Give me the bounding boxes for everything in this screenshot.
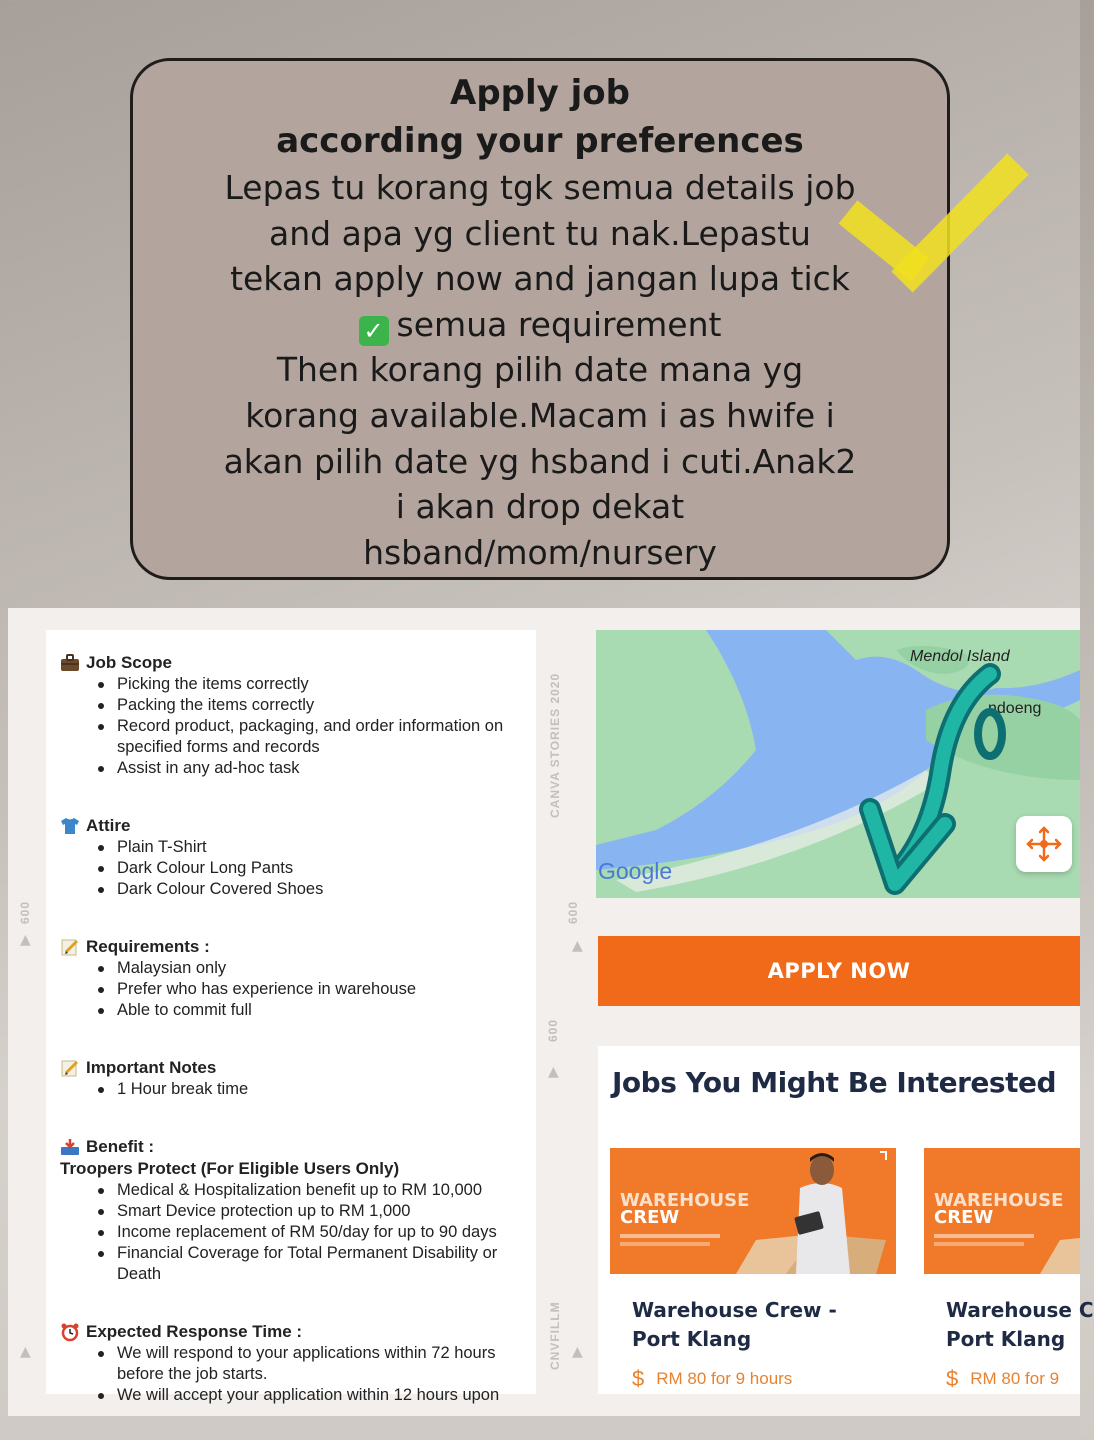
section-heading: Expected Response Time : xyxy=(86,1322,303,1341)
attire-list xyxy=(98,837,536,900)
list-item: Dark Colour Long Pants xyxy=(98,858,536,879)
job-card[interactable] xyxy=(610,1148,896,1394)
inbox-icon xyxy=(60,1138,80,1156)
list-item: Malaysian only xyxy=(98,958,536,979)
caption-title-line2: according your preferences xyxy=(276,121,804,161)
box-photo xyxy=(1040,1148,1080,1274)
caption-line: tekan apply now and jangan lupa tick xyxy=(230,259,850,299)
job-scope-list xyxy=(98,674,536,779)
watermark-arrow-icon: ▲ xyxy=(20,932,31,948)
memo-icon xyxy=(60,938,80,956)
list-item: Dark Colour Covered Shoes xyxy=(98,879,536,900)
banner-fineprint xyxy=(934,1242,1024,1246)
job-card-title: Warehouse C xyxy=(946,1298,1094,1322)
job-scope-section xyxy=(60,652,536,779)
job-card-banner xyxy=(924,1148,1080,1274)
list-item: Medical & Hospitalization benefit up to RM 10,000 xyxy=(98,1180,536,1201)
list-item: Financial Coverage for Total Permanent Disability or Death xyxy=(98,1243,536,1285)
caption-line: akan pilih date yg hsband i cuti.Anak2 xyxy=(223,441,857,481)
job-card-pay: RM 80 for 9 xyxy=(970,1369,1060,1388)
list-item: We will respond to your applications within 72 hours before the job starts. xyxy=(98,1343,536,1385)
banner-fineprint xyxy=(934,1234,1034,1238)
list-item: 1 Hour break time xyxy=(98,1079,536,1100)
watermark-600: 600 xyxy=(566,900,580,924)
watermark-arrow-icon: ▲ xyxy=(548,1064,559,1080)
map-label-partial: ndoeng xyxy=(988,700,1042,717)
caption-line-text: semua requirement xyxy=(396,304,722,344)
list-item: Picking the items correctly xyxy=(98,674,536,695)
watermark-canva-stories: CANVA STORIES 2020 xyxy=(548,672,562,818)
list-item: Prefer who has experience in warehouse xyxy=(98,979,536,1000)
section-heading: Requirements : xyxy=(86,937,210,956)
map-label-island: Mendol Island xyxy=(910,648,1010,665)
banner-text: CREW xyxy=(934,1207,994,1228)
job-card-banner xyxy=(610,1148,896,1274)
caption-title-line1: Apply job xyxy=(450,73,630,113)
dollar-icon: $ xyxy=(632,1366,645,1391)
watermark-600: 600 xyxy=(546,1018,560,1042)
list-item: Plain T-Shirt xyxy=(98,837,536,858)
memo-icon xyxy=(60,1059,80,1077)
section-heading: Job Scope xyxy=(86,653,172,672)
caption-line: Then korang pilih date mana yg xyxy=(276,350,804,390)
caption-line: korang available.Macam i as hwife i xyxy=(245,395,835,435)
apply-now-button[interactable]: APPLY NOW xyxy=(598,936,1080,1006)
list-item: Able to commit full xyxy=(98,1000,536,1021)
banner-fineprint xyxy=(620,1242,710,1246)
caption-line: Lepas tu korang tgk semua details job xyxy=(224,168,856,207)
section-heading: Benefit : xyxy=(86,1137,154,1156)
watermark-arrow-icon: ▲ xyxy=(572,938,583,954)
list-item: Assist in any ad-hoc task xyxy=(98,758,536,779)
list-item: Record product, packaging, and order information on specified forms and records xyxy=(98,716,536,758)
shirt-icon xyxy=(60,817,80,835)
caption-line: hsband/mom/nursery xyxy=(363,532,717,572)
section-heading: Important Notes xyxy=(86,1058,217,1077)
caption-box xyxy=(130,58,950,580)
benefit-section xyxy=(60,1136,536,1285)
attire-section xyxy=(60,815,536,900)
caption-line xyxy=(133,302,947,348)
banner-text: WAREHOUSE xyxy=(934,1190,1064,1211)
caption-line: i akan drop dekat xyxy=(395,487,685,527)
check-mark-emoji-icon: ✓ xyxy=(359,316,389,346)
job-card-pay: RM 80 for 9 hours xyxy=(656,1369,793,1388)
requirements-section xyxy=(60,936,536,1021)
yellow-check-icon xyxy=(842,150,1032,310)
response-list xyxy=(98,1343,536,1406)
watermark-arrow-icon: ▲ xyxy=(572,1344,583,1360)
list-item: Smart Device protection up to RM 1,000 xyxy=(98,1201,536,1222)
watermark-arrow-icon: ▲ xyxy=(20,1344,31,1360)
watermark-cnvfillm: CNVFILLM xyxy=(548,1301,562,1370)
banner-text: WAREHOUSE xyxy=(620,1190,750,1211)
job-card-location: Port Klang xyxy=(946,1327,1066,1351)
job-card-title: Warehouse Crew - xyxy=(632,1298,837,1322)
banner-fineprint xyxy=(620,1234,720,1238)
benefit-subheading: Troopers Protect (For Eligible Users Only) xyxy=(60,1159,400,1178)
google-logo: Google xyxy=(598,858,673,884)
panel-bottom-strip xyxy=(0,1416,1080,1440)
list-item: We will accept your application within 12 hours upon xyxy=(98,1385,536,1406)
worker-photo xyxy=(726,1148,896,1274)
briefcase-icon xyxy=(60,654,80,672)
map-move-button[interactable] xyxy=(1016,816,1072,872)
jobs-section-title: Jobs You Might Be Interested xyxy=(612,1066,1056,1099)
caption-line: and apa yg client tu nak.Lepastu xyxy=(269,213,811,253)
dollar-icon: $ xyxy=(946,1366,959,1391)
notes-list xyxy=(98,1079,536,1100)
move-arrows-icon xyxy=(1016,816,1072,872)
banner-text: CREW xyxy=(620,1207,680,1228)
benefit-list xyxy=(98,1180,536,1285)
response-time-section xyxy=(60,1321,536,1406)
list-item: Income replacement of RM 50/day for up to 90 days xyxy=(98,1222,536,1243)
alarm-clock-icon xyxy=(60,1323,80,1341)
list-item: Packing the items correctly xyxy=(98,695,536,716)
job-details-card xyxy=(46,630,536,1404)
job-card-location: Port Klang xyxy=(632,1327,752,1351)
watermark-600: 600 xyxy=(18,900,32,924)
important-notes-section xyxy=(60,1057,536,1100)
job-card[interactable] xyxy=(924,1148,1094,1394)
section-heading: Attire xyxy=(86,816,131,835)
requirements-list xyxy=(98,958,536,1021)
teal-hand-drawn-arrow-icon xyxy=(850,664,1020,904)
